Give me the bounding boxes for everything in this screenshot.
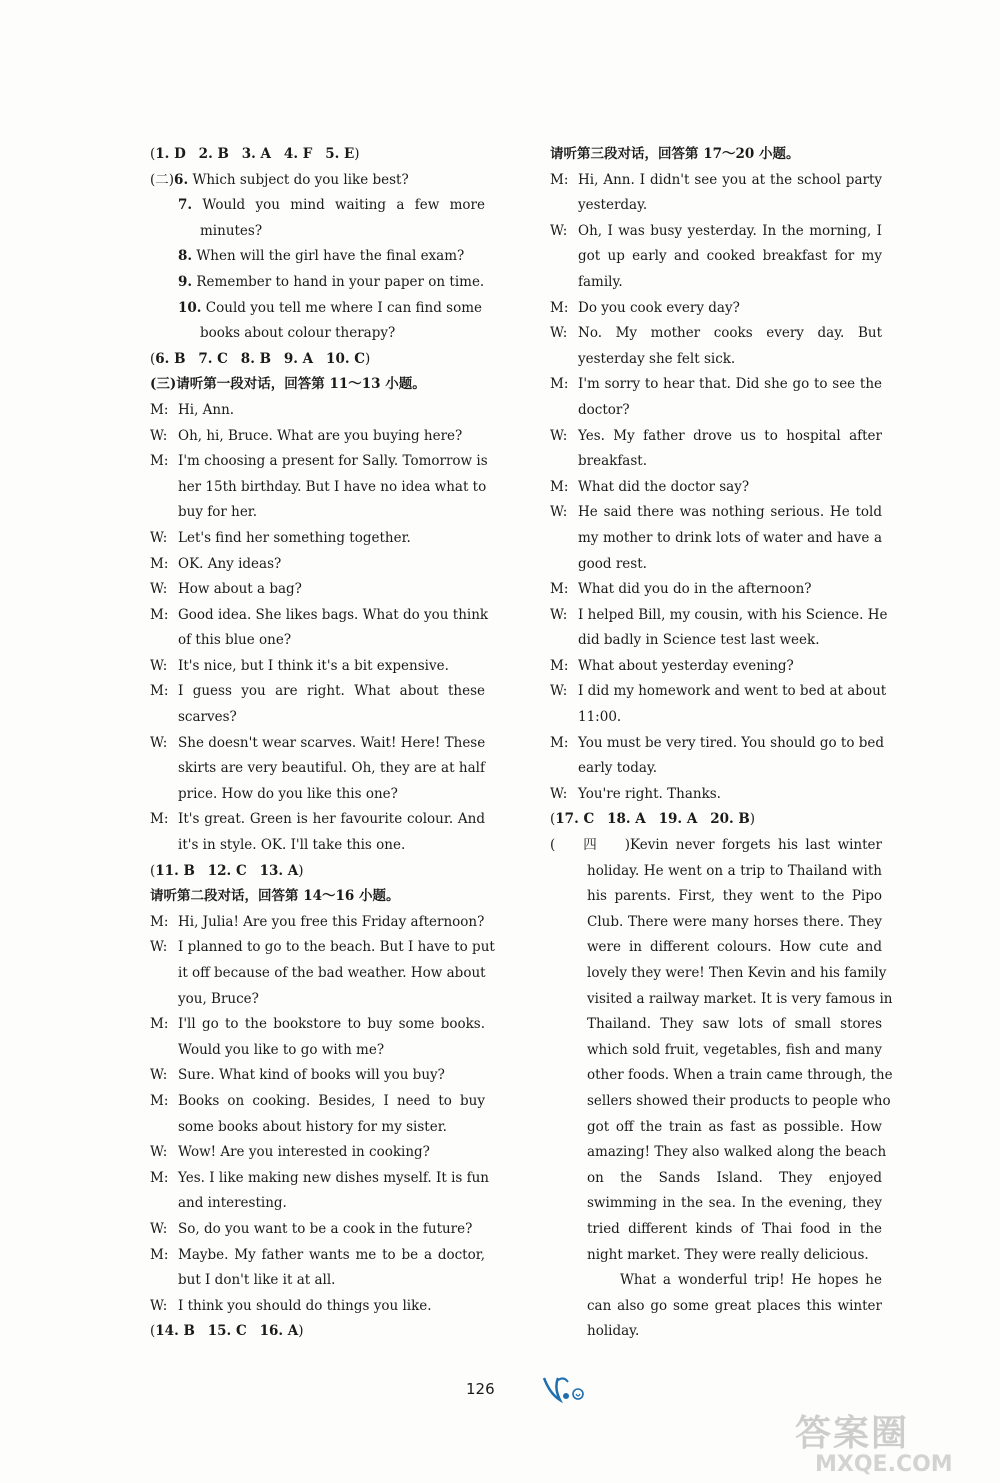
section-4-label: (四)	[550, 837, 630, 854]
dialogue-line	[550, 219, 882, 245]
dialogue-line	[150, 552, 485, 578]
passage-line: visited a railway market. It is very famous in	[587, 990, 893, 1007]
dialogue-text: I'm choosing a present for Sally. Tomorrow is	[178, 453, 488, 470]
passage-line: which sold fruit, vegetables, fish and many	[587, 1041, 882, 1058]
dialogue-continuation: you, Bruce?	[178, 990, 259, 1007]
dialogue-text: I'll go to the bookstore to buy some books.	[178, 1016, 485, 1033]
dialogue-line	[150, 424, 485, 450]
answer-line-2: (6. B 7. C 8. B 9. A 10. C)	[150, 350, 371, 367]
speaker-label: M:	[150, 555, 169, 572]
dialogue-continuation: it off because of the bad weather. How about	[178, 965, 486, 981]
passage-line: Thailand. They saw lots of small stores	[587, 1016, 882, 1033]
dialogue-continuation: my mother to drink lots of water and have a	[578, 529, 882, 546]
speaker-label: M:	[150, 401, 169, 418]
answer-line-4: (14. B 15. C 16. A)	[150, 1323, 304, 1340]
dialogue-text: What did you do in the afternoon?	[578, 581, 812, 598]
passage-line: night market. They were really delicious.	[587, 1246, 869, 1263]
dialogue-line	[150, 654, 485, 680]
dialogue-continuation: scarves?	[178, 709, 237, 726]
speaker-label: M:	[150, 453, 169, 470]
dialogue-line	[550, 321, 882, 347]
dialogue-text: Hi, Ann. I didn't see you at the school party	[578, 171, 882, 188]
speaker-label: W:	[550, 606, 568, 623]
watermark-bottom: MXQE.COM	[815, 1452, 953, 1477]
dialogue-text: It's nice, but I think it's a bit expensive.	[178, 657, 449, 674]
dialogue-line	[550, 475, 882, 501]
speaker-label: W:	[150, 734, 168, 751]
dialogue-text: OK. Any ideas?	[178, 555, 282, 572]
dialogue-text: Let's find her something together.	[178, 529, 411, 546]
dialogue-text: Books on cooking. Besides, I need to buy	[178, 1092, 485, 1109]
question-9: 9. Remember to hand in your paper on time.	[178, 273, 485, 290]
dialogue-text: Hi, Ann.	[178, 401, 235, 418]
speaker-label: M:	[550, 581, 569, 598]
watermark-top: 答案圈	[795, 1413, 910, 1454]
dialogue-text: Hi, Julia! Are you free this Friday afternoon?	[178, 913, 485, 930]
dialogue-continuation: family.	[578, 273, 623, 290]
dialogue-line	[550, 654, 882, 680]
dialogue-continuation: some books about history for my sister.	[178, 1118, 447, 1135]
dialogue-continuation: skirts are very beautiful. Oh, they are at half	[178, 760, 485, 777]
dialogue-continuation: early today.	[578, 760, 658, 777]
dialogue-text: Good idea. She likes bags. What do you think	[178, 606, 489, 623]
speaker-label: M:	[550, 299, 569, 316]
dialogue-line	[550, 679, 887, 705]
passage-line: other foods. When a train came through, the	[587, 1067, 893, 1084]
dialogue-line	[550, 500, 882, 526]
dialogue-line	[150, 731, 485, 757]
speaker-label: M:	[550, 171, 569, 188]
dialogue-text: I planned to go to the beach. But I have to put	[178, 939, 495, 956]
speaker-label: W:	[550, 785, 568, 802]
passage-line: What a wonderful trip! He hopes he	[620, 1272, 882, 1289]
speaker-label: W:	[150, 1220, 168, 1237]
passage-line: tried different kinds of Thai food in the	[587, 1220, 882, 1237]
passage-line	[550, 833, 882, 859]
dialogue-text: I did my homework and went to bed at about	[578, 683, 887, 700]
dialogue-continuation: good rest.	[578, 555, 647, 572]
dialogue-line	[550, 372, 882, 398]
speaker-label: M:	[150, 683, 169, 700]
dialogue-continuation: buy for her.	[178, 504, 258, 521]
dialogue-line	[150, 935, 495, 961]
dialogue-text: She doesn't wear scarves. Wait! Here! These	[178, 734, 486, 751]
speaker-label: W:	[150, 1144, 168, 1161]
dialogue-line	[150, 1140, 485, 1166]
answer-line-1: (1. D 2. B 3. A 4. F 5. E)	[150, 146, 360, 162]
speaker-label: M:	[150, 913, 169, 930]
speaker-label: M:	[150, 1092, 169, 1109]
dialogue-line	[550, 782, 882, 808]
dialogue-text: No. My mother cooks every day. But	[578, 325, 882, 342]
dialogue-line	[150, 449, 488, 475]
dialogue-text: Yes. I like making new dishes myself. It is fun	[178, 1169, 489, 1186]
dialogue-text: Oh, I was busy yesterday. In the morning, I	[578, 222, 882, 239]
passage-line: swimming in the sea. In the evening, they	[587, 1195, 882, 1212]
passage-text: Kevin never forgets his last winter	[630, 837, 882, 854]
dialogue-continuation: 11:00.	[578, 709, 622, 726]
dialogue-text: You must be very tired. You should go to bed	[578, 734, 885, 751]
dialogue-continuation: got up early and cooked breakfast for my	[578, 248, 882, 265]
passage-line: got off the train as fast as possible. How	[587, 1118, 882, 1135]
speaker-label: W:	[150, 939, 168, 956]
dialogue-continuation: her 15th birthday. But I have no idea what to	[178, 478, 487, 495]
question-10: 10. Could you tell me where I can find some	[178, 299, 483, 316]
dialogue-continuation: did badly in Science test last week.	[578, 632, 820, 649]
dialogue-continuation: price. How do you like this one?	[178, 785, 398, 802]
dialogue-2	[150, 910, 495, 1320]
passage-line: can also go some great places this winter	[587, 1297, 882, 1314]
dialogue-line	[150, 526, 485, 552]
dialogue-line	[550, 603, 888, 629]
question-6: (二)6. Which subject do you like best?	[150, 171, 409, 188]
dialogue-3	[550, 168, 888, 808]
dialogue-text: Yes. My father drove us to hospital after	[578, 427, 882, 444]
dialogue-text: Sure. What kind of books will you buy?	[178, 1067, 445, 1084]
passage-line: holiday. He went on a trip to Thailand with	[587, 862, 882, 879]
dialogue-text: Do you cook every day?	[578, 299, 740, 316]
speaker-label: W:	[150, 427, 168, 444]
speaker-label: W:	[550, 325, 568, 342]
right-column	[550, 142, 893, 1345]
dialogue-continuation: but I don't like it at all.	[178, 1272, 336, 1289]
page-logo-icon	[540, 1374, 588, 1404]
dialogue-line	[150, 1243, 485, 1269]
dialogue-text: I'm sorry to hear that. Did she go to see the	[578, 376, 882, 393]
section-3b-title: 请听第二段对话，回答第 14～16 小题。	[150, 888, 400, 905]
passage-line: sellers showed their products to people who	[587, 1092, 891, 1109]
passage-line: holiday.	[587, 1323, 640, 1340]
speaker-label: M:	[150, 1016, 169, 1033]
dialogue-text: Oh, hi, Bruce. What are you buying here?	[178, 427, 463, 444]
dialogue-continuation: doctor?	[578, 401, 630, 418]
speaker-label: M:	[550, 376, 569, 393]
question-7: 7. Would you mind waiting a few more	[178, 197, 485, 214]
watermark	[795, 1405, 995, 1480]
passage	[550, 833, 893, 1345]
speaker-label: W:	[550, 222, 568, 239]
dialogue-line	[150, 910, 485, 936]
dialogue-continuation: yesterday she felt sick.	[578, 350, 736, 367]
question-10-cont: books about colour therapy?	[200, 325, 396, 342]
question-7-cont: minutes?	[200, 222, 263, 239]
dialogue-line	[150, 577, 485, 603]
dialogue-line	[150, 1063, 485, 1089]
dialogue-line	[150, 679, 485, 705]
dialogue-text: He said there was nothing serious. He told	[578, 504, 882, 521]
dialogue-text: How about a bag?	[178, 581, 302, 598]
section-3c-title: 请听第三段对话，回答第 17～20 小题。	[550, 146, 800, 162]
speaker-label: W:	[550, 427, 568, 444]
speaker-label: M:	[550, 478, 569, 495]
speaker-label: W:	[150, 1297, 168, 1314]
passage-line: his parents. First, they went to the Pipo	[587, 888, 882, 905]
dialogue-continuation: of this blue one?	[178, 632, 292, 649]
dialogue-line	[150, 1166, 489, 1192]
dialogue-text: I think you should do things you like.	[178, 1297, 432, 1314]
dialogue-text: It's great. Green is her favourite colour. And	[178, 811, 485, 828]
speaker-label: W:	[150, 529, 168, 546]
dialogue-text: Maybe. My father wants me to be a doctor,	[178, 1246, 485, 1263]
dialogue-line	[550, 296, 882, 322]
answer-line-5: (17. C 18. A 19. A 20. B)	[550, 811, 756, 828]
passage-line: were in different colours. How cute and	[587, 939, 882, 956]
speaker-label: M:	[150, 811, 169, 828]
dialogue-line	[150, 1089, 485, 1115]
speaker-label: W:	[550, 683, 568, 700]
dialogue-text: You're right. Thanks.	[578, 785, 721, 802]
passage-line: amazing! They also walked along the beach	[587, 1144, 887, 1161]
speaker-label: W:	[550, 504, 568, 521]
dialogue-line	[150, 1294, 485, 1320]
dialogue-line	[550, 731, 885, 757]
passage-line: on the Sands Island. They enjoyed	[587, 1169, 882, 1186]
dialogue-line	[150, 603, 489, 629]
speaker-label: W:	[150, 581, 168, 598]
page-number: 126	[466, 1380, 495, 1398]
section-3-title: (三)请听第一段对话，回答第 11～13 小题。	[150, 376, 426, 393]
left-column	[150, 142, 495, 1345]
dialogue-text: I helped Bill, my cousin, with his Science. He	[578, 606, 888, 623]
dialogue-continuation: and interesting.	[178, 1195, 287, 1212]
dialogue-line	[150, 1217, 485, 1243]
dialogue-1	[150, 398, 489, 859]
dialogue-continuation: it's in style. OK. I'll take this one.	[178, 837, 406, 854]
passage-line: lovely they were! Then Kevin and his family	[587, 965, 887, 981]
dialogue-text: I guess you are right. What about these	[178, 683, 485, 700]
speaker-label: W:	[150, 657, 168, 674]
answer-line-3: (11. B 12. C 13. A)	[150, 862, 304, 879]
speaker-label: M:	[150, 1246, 169, 1263]
dialogue-continuation: yesterday.	[578, 197, 648, 214]
dialogue-continuation: Would you like to go with me?	[178, 1041, 385, 1058]
dialogue-line	[150, 807, 485, 833]
dialogue-line	[150, 398, 485, 424]
speaker-label: M:	[150, 1169, 169, 1186]
speaker-label: M:	[550, 734, 569, 751]
speaker-label: M:	[150, 606, 169, 623]
question-8: 8. When will the girl have the final exam?	[178, 248, 465, 265]
dialogue-line	[550, 424, 882, 450]
speaker-label: M:	[550, 657, 569, 674]
dialogue-text: Wow! Are you interested in cooking?	[178, 1144, 430, 1161]
passage-line: Club. There were many horses there. They	[587, 913, 882, 930]
dialogue-text: So, do you want to be a cook in the future?	[178, 1220, 473, 1237]
dialogue-line	[550, 168, 882, 194]
dialogue-line	[150, 1012, 485, 1038]
dialogue-line	[550, 577, 882, 603]
speaker-label: W:	[150, 1067, 168, 1084]
dialogue-text: What about yesterday evening?	[578, 657, 794, 674]
dialogue-text: What did the doctor say?	[578, 478, 750, 495]
dialogue-continuation: breakfast.	[578, 453, 648, 470]
